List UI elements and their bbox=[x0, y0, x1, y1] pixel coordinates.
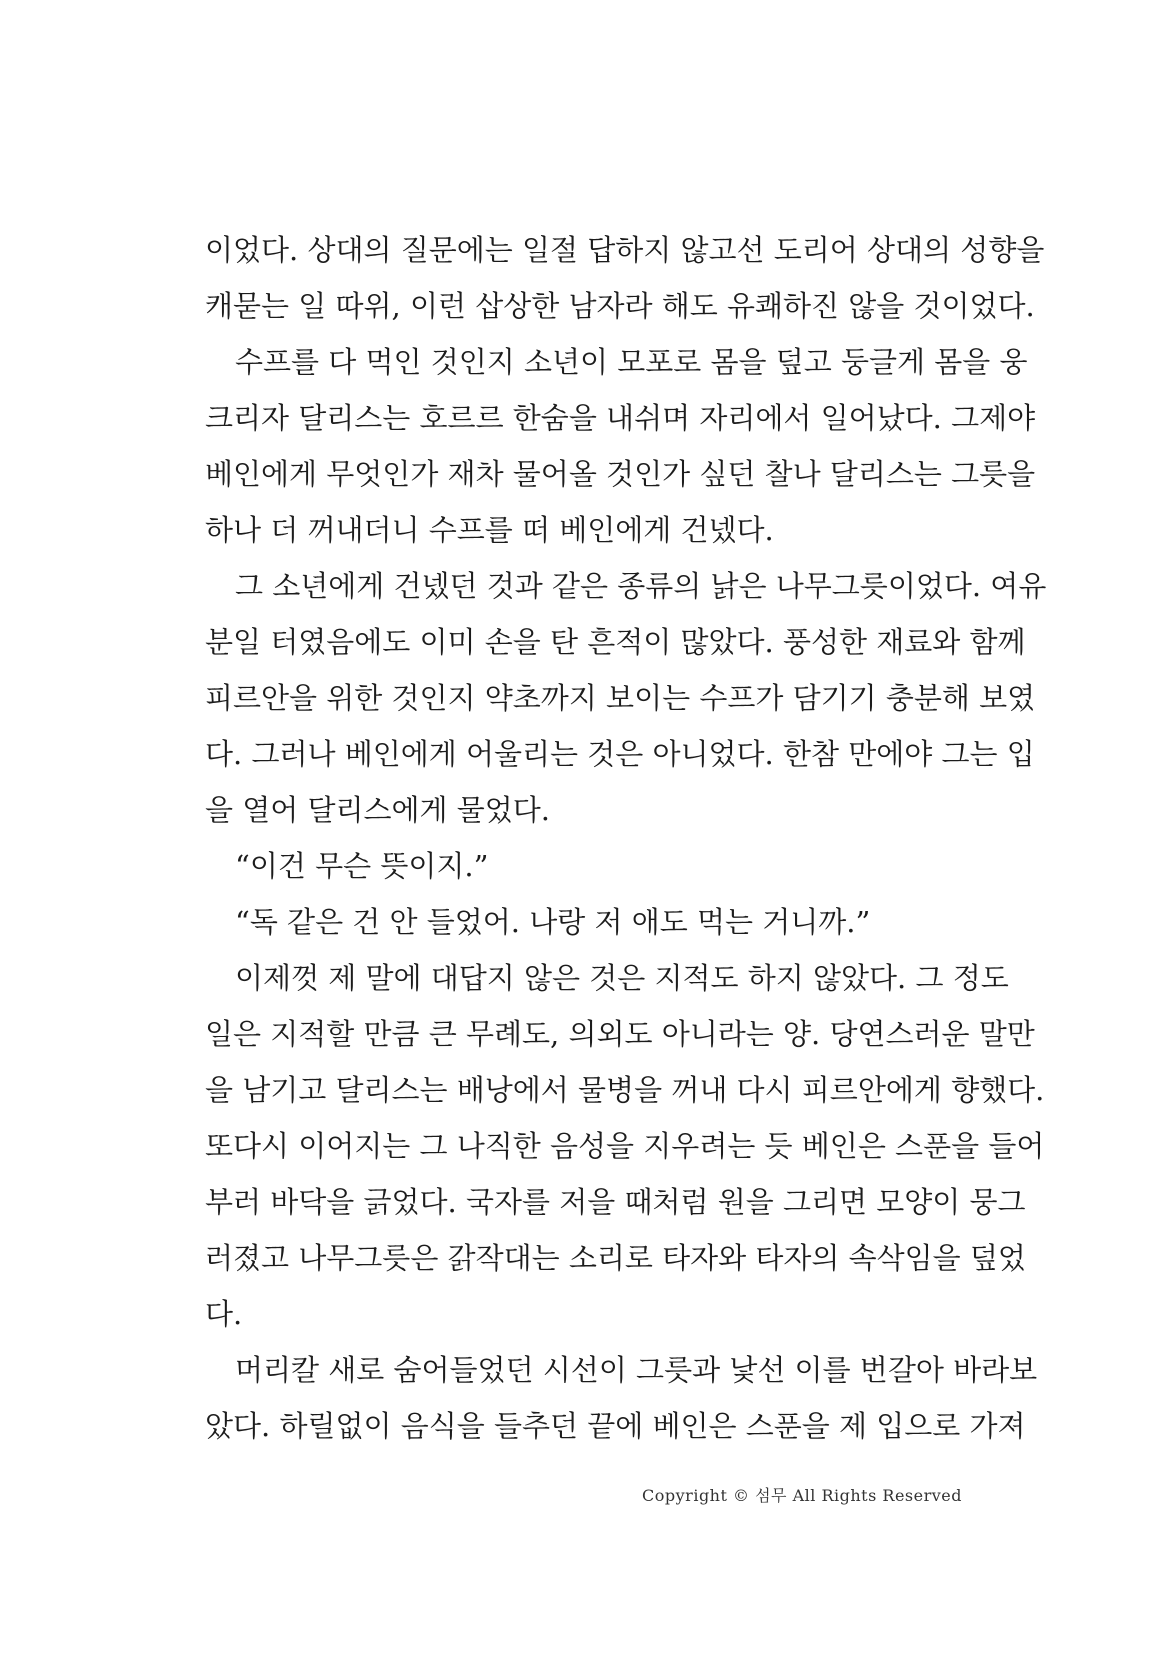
text-line: 크리자 달리스는 호르르 한숨을 내쉬며 자리에서 일어났다. 그제야 bbox=[205, 401, 1036, 435]
text-line: 머리칼 새로 숨어들었던 시선이 그릇과 낯선 이를 번갈아 바라보 bbox=[235, 1353, 1038, 1387]
text-line: 일은 지적할 만큼 큰 무례도, 의외도 아니라는 양. 당연스러운 말만 bbox=[205, 1017, 1035, 1051]
text-line: 을 열어 달리스에게 물었다. bbox=[205, 793, 551, 827]
text-line: 았다. 하릴없이 음식을 들추던 끝에 베인은 스푼을 제 입으로 가져 bbox=[205, 1409, 1026, 1443]
copyright-footer: Copyright © 섬무 All Rights Reserved bbox=[642, 1486, 962, 1505]
text-line: 베인에게 무엇인가 재차 물어올 것인가 싶던 찰나 달리스는 그릇을 bbox=[205, 457, 1036, 491]
text-line: 을 남기고 달리스는 배낭에서 물병을 꺼내 다시 피르안에게 향했다. bbox=[205, 1073, 1045, 1107]
text-line: 분일 터였음에도 이미 손을 탄 흔적이 많았다. 풍성한 재료와 함께 bbox=[205, 625, 1026, 659]
text-line: 부러 바닥을 긁었다. 국자를 저을 때처럼 원을 그리면 모양이 뭉그 bbox=[205, 1185, 1026, 1219]
text-line: 수프를 다 먹인 것인지 소년이 모포로 몸을 덮고 둥글게 몸을 웅 bbox=[235, 345, 1028, 379]
text-line: 이었다. 상대의 질문에는 일절 답하지 않고선 도리어 상대의 성향을 bbox=[205, 233, 1045, 267]
text-line: 러졌고 나무그릇은 갉작대는 소리로 타자와 타자의 속삭임을 덮었 bbox=[205, 1241, 1026, 1275]
text-line: 다. bbox=[205, 1297, 243, 1331]
text-line: 이제껏 제 말에 대답지 않은 것은 지적도 하지 않았다. 그 정도 bbox=[235, 961, 1009, 995]
text-line: “독 같은 건 안 들었어. 나랑 저 애도 먹는 거니까.” bbox=[235, 905, 871, 939]
text-line: 또다시 이어지는 그 나직한 음성을 지우려는 듯 베인은 스푼을 들어 bbox=[205, 1129, 1045, 1163]
text-line: 그 소년에게 건넸던 것과 같은 종류의 낡은 나무그릇이었다. 여유 bbox=[235, 569, 1047, 603]
text-line: “이건 무슨 뜻이지.” bbox=[235, 849, 489, 883]
body-text bbox=[205, 222, 1047, 1454]
text-line: 하나 더 꺼내더니 수프를 떠 베인에게 건넸다. bbox=[205, 513, 774, 547]
text-line: 캐묻는 일 따위, 이런 삽상한 남자라 해도 유쾌하진 않을 것이었다. bbox=[205, 289, 1035, 323]
text-line: 다. 그러나 베인에게 어울리는 것은 아니었다. 한참 만에야 그는 입 bbox=[205, 737, 1035, 771]
text-line: 피르안을 위한 것인지 약초까지 보이는 수프가 담기기 충분해 보였 bbox=[205, 681, 1036, 715]
